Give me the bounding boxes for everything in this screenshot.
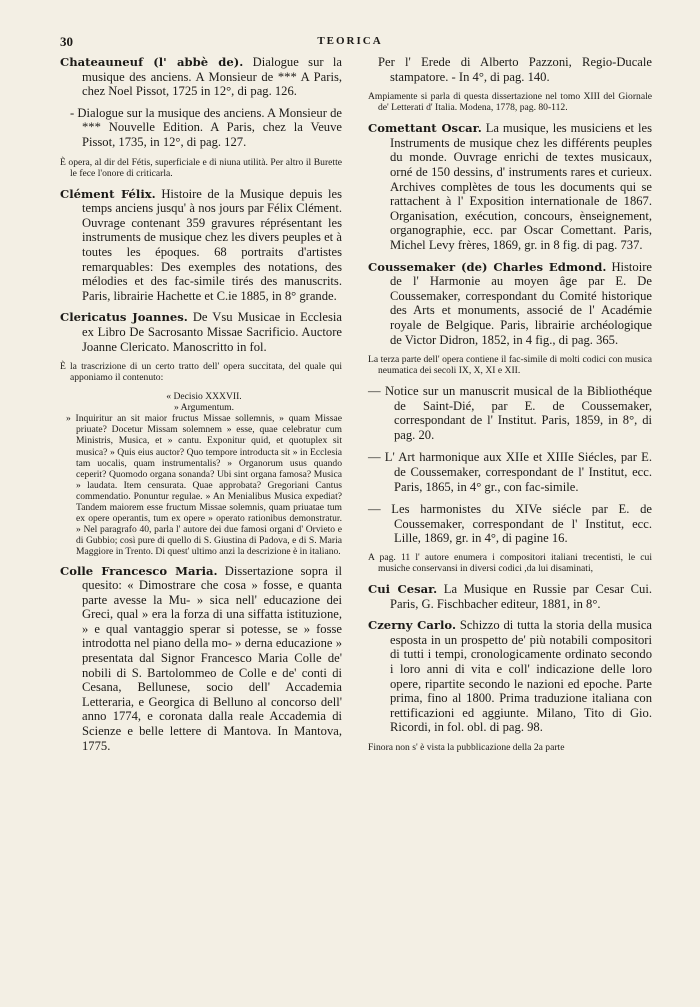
entry-heading: Czerny Carlo. xyxy=(368,618,456,633)
quote-title: « Decisio XXXVII. xyxy=(166,391,242,403)
entry-heading: Clément Félix. xyxy=(60,186,156,201)
entry-clericatus xyxy=(60,310,342,354)
entry-text: La musique, les musiciens et les Instruments de musique chez les différents peuples du monde. Ouvrage enrichi de textes musicaux, orné de 150 dessins, d' instruments rares et curieux. Archives complètes de tous les documents qui se rattachent à l' Exposition internationale de 1867. Organisation, exécution, concours, ènseignement, organographie, ecc. par Oscar Comettant. Paris, Michel Levy frères, 1869, gr. in 8 fig. di pag. 737. xyxy=(390,121,652,252)
footnote: Ampiamente si parla di questa dissertazione nel tomo XIII del Giornale de' Letterati d' Italia. Modena, 1778, pag. 80-112. xyxy=(368,91,652,114)
entry-coussemaker xyxy=(368,260,652,348)
entry-continuation: Per l' Erede di Alberto Pazzoni, Regio-Ducale stampatore. - In 4°, di pag. 140. xyxy=(378,55,652,84)
entry-heading: Clericatus Joannes. xyxy=(60,310,188,325)
entry-text: Histoire de la Musique depuis les temps anciens jusqu' à nos jours par Félix Clément. Ouvrage contenant 359 gravures réprésentant les instruments de musique chez les divers peuples et à toutes les époques. 68 portraits d'artistes remarquables: Des exemples des notations, des mélodies et des fac-simile tirés des manuscrits. Paris, librairie Hachette et C.ie 1885, in 8° grande. xyxy=(82,186,342,303)
entry-heading: Colle Francesco Maria. xyxy=(60,563,218,578)
entry-text: Dissertazione sopra il quesito: « Dimostrare che cosa » fosse, e quanta parte avesse la Mu- » sica nell' educazione dei Greci, qual » era la forza di una siffatta istituzione, » e qual vantaggio sperar si potesse, se » fosse introdotta nel piano della mo- » derna educazione » presentata dal Signor Francesco Maria Colle de' nobili di S. Bartolommeo de Colle e de' conti di Cesana, Bellunese, socio dell' Accademia Letteraria, e Georgica di Belluno al concorso dell' anno 1774, e coronata dalla reale Accademia di Scienze e belle lettere di Mantova. In Mantova, 1775. xyxy=(82,563,342,753)
entry-heading: Chateauneuf (l' abbè de). xyxy=(60,55,244,69)
entry-colle xyxy=(60,564,342,754)
entry-text: Histoire de l' Harmonie au moyen âge par E. De Coussemaker, correspondant du Comité historique des Arts et monuments, associé de l' Académie royale de Belgique. Paris, librairie archéologique de Victor Didron, 1852, in 4 fig., di pag. 365. xyxy=(390,259,653,347)
right-column xyxy=(368,55,652,761)
footnote: La terza parte dell' opera contiene il fac-simile di molti codici con musica neumatica dei secoli IX, X, XI e XII. xyxy=(368,354,652,377)
entry-czerny xyxy=(368,618,652,735)
entry-heading: Cui Cesar. xyxy=(368,582,438,597)
entry-continuation: - Dialogue sur la musique des anciens. A Monsieur de *** Nouvelle Edition. A Paris, chez la Veuve Pissot, 1735, in 12°, di pag. 127. xyxy=(70,105,342,149)
entry-heading: Coussemaker (de) Charles Edmond. xyxy=(368,259,607,274)
footnote: A pag. 11 l' autore enumera i compositori italiani trecentisti, le cui musiche conservansi in diversi codici ,da lui disaminati, xyxy=(368,552,652,575)
entry-text: De Vsu Musicae in Ecclesia ex Libro De Sacrosanto Missae Sacrificio. Auctore Joanne Clericato. Manoscritto in fol. xyxy=(82,310,342,354)
entry-text: La Musique en Russie par Cesar Cui. Paris, G. Fischbacher editeur, 1881, in 8°. xyxy=(390,582,652,611)
footnote: È opera, al dir del Fétis, superficiale e di niuna utilità. Per altro il Burette le fece l'onore di criticarla. xyxy=(60,156,342,179)
quote-body: » Inquiritur an sit maior fructus Missae sollemnis, » quam Missae priuate? Docetur Missam solemnem » esse, quae celebratur cum Ministris, Musica, et » cantu. Exponitur quid, et quotuplex sit musica? » Quis eius auctor? Quo tempore introducta sit » in Ecclesia tam uocalis, quam instrumentalis? » Organorum usus quando ceperit? Quomodo organa sonanda? Ubi sint organa famosa? Musica » laudata. Item censurata. Quae approbata? Gregoriani Cantus commendatio. Ponuntur regulae. » An Menialibus Musica expediat? Tandem maiorem esse fructum Missae solemnis, quam priuatae tum ex opere operantis, tum ex opere » operato rationibus demonstratur. » Nel paragrafo 40, parla l' autore dei due famosi organi d' Orvieto e di Gubbio; così pure di quello di S. Giustina di Padova, e di S. Maria Maggiore in Trento. Di quest' ultimo anzi la descrizione è in italiano. xyxy=(66,413,342,558)
entry-subitem: — Notice sur un manuscrit musical de la Bibliothéque de Saint-Dié, par E. de Coussemaker, correspondant de l' Institut. Paris, 1859, in 8°, di pag. 20. xyxy=(368,384,652,442)
entry-text: Schizzo di tutta la storia della musica esposta in un prospetto de' più notabili compositori di tutti i tempi, cronologicamente ordinato secondo i loro anni di vita e coll' indicazione delle loro opere, ripartite secondo le nazioni ed epoche. Parte prima, fino al 1800. Prima traduzione italiana con rettificazioni ed aggiunte. Milano, Tito di Gio. Ricordi, in fol. obl. di pag. 98. xyxy=(390,618,652,735)
entry-cui xyxy=(368,582,652,611)
entry-comettant xyxy=(368,121,652,252)
quote-subtitle: » Argumentum. xyxy=(173,402,235,414)
running-head: TEORICA xyxy=(317,35,383,47)
entry-subitem: — Les harmonistes du XIVe siécle par E. de Coussemaker, correspondant de l' Institut, ecc. Lille, 1869, gr. in 4°, di pagine 16. xyxy=(368,502,652,546)
latin-quotation xyxy=(66,391,342,557)
left-column xyxy=(60,55,342,760)
entry-chateauneuf xyxy=(60,55,342,99)
entry-subitem: — L' Art harmonique aux XIIe et XIIIe Siécles, par E. de Coussemaker, correspondant de l' Institut, ecc. Paris, 1865, in 4° gr., con fac-simile. xyxy=(368,450,652,494)
footnote: È la trascrizione di un certo tratto dell' opera succitata, del quale qui apponiamo il contenuto: xyxy=(60,361,342,384)
entry-clement xyxy=(60,187,342,304)
entry-heading: Comettant Oscar. xyxy=(368,121,482,136)
page-number: 30 xyxy=(60,34,73,49)
footnote: Finora non s' è vista la pubblicazione della 2a parte xyxy=(368,741,565,753)
entry-text: Dialogue sur la musique des anciens. A Monsieur de *** A Paris, chez Noel Pissot, 1725 in 12°, di pag. 126. xyxy=(82,55,342,99)
